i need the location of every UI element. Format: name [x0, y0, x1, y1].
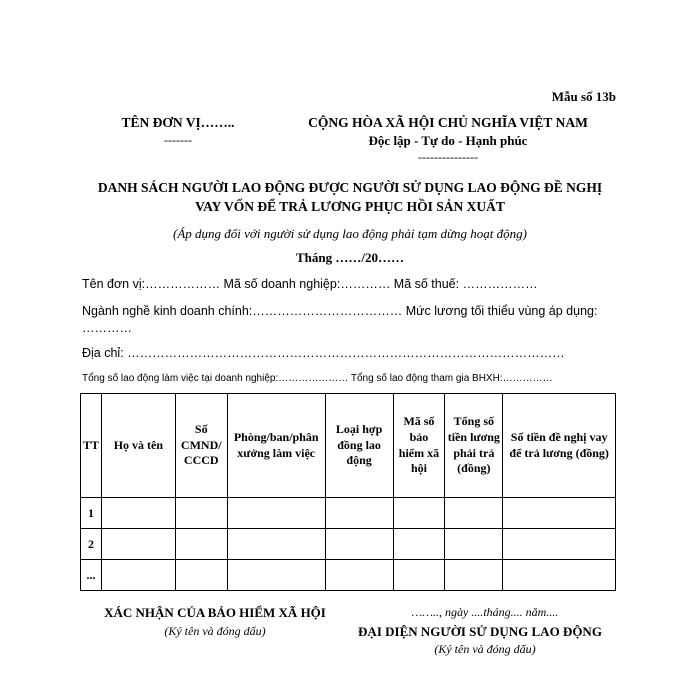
table-cell [503, 529, 616, 560]
info-business-line-cont: ………… [82, 321, 132, 335]
table-cell [102, 560, 176, 591]
social-insurance-sign-note: (Ký tên và đóng dấu) [164, 624, 266, 638]
national-motto: Độc lập - Tự do - Hạnh phúc [368, 133, 528, 148]
table-cell [503, 498, 616, 529]
document-title-line1: DANH SÁCH NGƯỜI LAO ĐỘNG ĐƯỢC NGƯỜI SỬ DỤNG LAO ĐỘNG ĐỀ NGHỊ [97, 180, 603, 195]
col-header-id: Số CMND/ CCCD [175, 394, 227, 498]
table-cell [227, 529, 325, 560]
document-title-line2: VAY VỐN ĐỂ TRẢ LƯƠNG PHỤC HỒI SẢN XUẤT [195, 199, 505, 214]
col-header-insurance-code: Mã số bảo hiểm xã hội [393, 394, 445, 498]
table-row [81, 498, 616, 529]
table-cell [445, 529, 503, 560]
table-cell [325, 498, 393, 529]
col-header-name: Họ và tên [102, 394, 176, 498]
info-unit-line: Tên đơn vị:……………… Mã số doanh nghiệp:………… Mã số thuế: ……………… [82, 277, 538, 291]
motto-dash: --------------- [418, 150, 478, 164]
national-title: CỘNG HÒA XÃ HỘI CHỦ NGHĨA VIỆT NAM [308, 115, 588, 130]
table-cell [175, 498, 227, 529]
col-header-tt: TT [81, 394, 102, 498]
table-cell [393, 560, 445, 591]
form-number: Mẫu số 13b [551, 89, 616, 104]
table-cell [227, 498, 325, 529]
date-line: …….., ngày ....tháng.... năm.... [411, 605, 559, 619]
col-header-loan-amount: Số tiền đề nghị vay để trả lương (đồng) [503, 394, 616, 498]
table-cell: ... [81, 560, 102, 591]
col-header-department: Phòng/ban/phân xưởng làm việc [227, 394, 325, 498]
table-cell [445, 498, 503, 529]
info-address-line: Địa chỉ: …………………………………………………………………………………………… [82, 346, 565, 360]
table-cell [325, 529, 393, 560]
table-cell [393, 498, 445, 529]
employee-table [80, 393, 616, 591]
table-row [81, 560, 616, 591]
table-cell [175, 529, 227, 560]
table-cell [102, 498, 176, 529]
col-header-contract-type: Loại hợp đồng lao động [325, 394, 393, 498]
applicability-note: (Áp dụng đối với người sử dụng lao động phải tạm dừng hoạt động) [173, 226, 527, 241]
table-row [81, 529, 616, 560]
month-line: Tháng ……/20…… [296, 250, 404, 265]
table-cell [325, 560, 393, 591]
info-business-line: Ngành nghề kinh doanh chính:……………………………… Mức lương tối thiểu vùng áp dụng: [82, 304, 598, 318]
info-employee-totals: Tổng số lao động làm việc tại doanh nghiệp:………………… Tổng số lao động tham gia BHXH:…………… [82, 373, 553, 384]
table-cell [393, 529, 445, 560]
social-insurance-confirmation-title: XÁC NHẬN CỦA BẢO HIỂM XÃ HỘI [104, 605, 326, 620]
unit-dash: ------- [164, 133, 192, 147]
table-cell: 1 [81, 498, 102, 529]
table-cell [175, 560, 227, 591]
employer-representative-title: ĐẠI DIỆN NGƯỜI SỬ DỤNG LAO ĐỘNG [358, 624, 602, 639]
unit-name-heading: TÊN ĐƠN VỊ…….. [121, 115, 235, 130]
table-cell [445, 560, 503, 591]
employer-sign-note: (Ký tên và đóng dấu) [434, 642, 536, 656]
table-cell: 2 [81, 529, 102, 560]
table-header-row [81, 394, 616, 498]
table-cell [503, 560, 616, 591]
col-header-total-salary: Tổng số tiền lương phải trả (đồng) [445, 394, 503, 498]
table-cell [227, 560, 325, 591]
table-cell [102, 529, 176, 560]
